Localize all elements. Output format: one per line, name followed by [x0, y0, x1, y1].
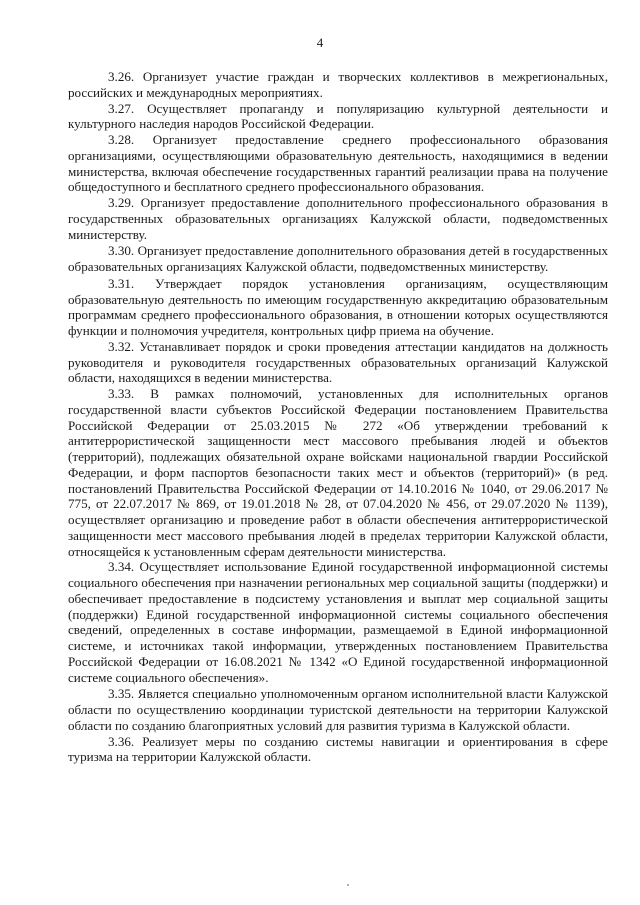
paragraph-3-32: 3.32. Устанавливает порядок и сроки проведения аттестации кандидатов на должность руководителя и руководителя государственных образовательных организаций Калужской области, находящихся в ведении министерства.: [68, 338, 608, 386]
paragraph-3-35: 3.35. Является специально уполномоченным органом исполнительной власти Калужской области по осуществлению координации туристской деятельности на территории Калужской области по созданию благоприятных условий для развития туризма в Калужской области.: [68, 686, 608, 733]
paragraph-3-26: 3.26. Организует участие граждан и творческих коллективов в межрегиональных, российских и международных мероприятиях.: [68, 69, 608, 100]
paragraph-3-33: 3.33. В рамках полномочий, установленных для исполнительных органов государственной власти субъектов Российской Федерации постановлением Правительства Российской Федерации от 25.03.2015 № 272 «Об утверждении требований к антитеррористической защищенности мест массового пребывания людей и объектов (территорий), подлежащих обязательной охране войсками национальной гвардии Российской Федерации, и форм паспортов безопасности таких мест и объектов (территорий)» (в ред. постановлений Правительства Российской Федерации от 14.10.2016 № 1040, от 29.06.2017 № 775, от 22.07.2017 № 869, от 19.01.2018 № 28, от 07.04.2020 № 456, от 29.07.2020 № 1139), осуществляет организацию и проведение работ в области обеспечения антитеррористической защищенности мест массового пребывания людей в пределах территории Калужской области, относящейся к установленным сферам деятельности министерства.: [68, 386, 608, 559]
document-body: [68, 69, 608, 765]
scan-speck: [347, 884, 349, 886]
paragraph-3-29: 3.29. Организует предоставление дополнительного профессионального образования в государственных образовательных организациях Калужской области, подведомственных министерству.: [68, 195, 608, 242]
paragraph-3-31: 3.31. Утверждает порядок установления организациям, осуществляющим образовательную деятельность по имеющим государственную аккредитацию образовательным программам среднего профессионального образования, в отношении которых осуществляются функции и полномочия учредителя, контрольных цифр приема на обучение.: [68, 275, 608, 338]
page-number: 4: [316, 35, 324, 50]
paragraph-3-36: 3.36. Реализует меры по созданию системы навигации и ориентирования в сфере туризма на территории Калужской области.: [68, 733, 608, 765]
paragraph-3-34: 3.34. Осуществляет использование Единой государственной информационной системы социального обеспечения при назначении региональных мер социальной защиты (поддержки) и обеспечивает предоставление в подсистему установления и выплат мер социальной защиты (поддержки) Единой государственной информационной системы социального обеспечения сведений, определенных в составе информации, размещаемой в Единой информационной системе, и источниках такой информации, утвержденных постановлением Правительства Российской Федерации от 16.08.2021 № 1342 «О Единой государственной информационной системе социального обеспечения».: [68, 559, 608, 685]
paragraph-3-27: 3.27. Осуществляет пропаганду и популяризацию культурной деятельности и культурного наследия народов Российской Федерации.: [68, 100, 608, 132]
paragraph-3-28: 3.28. Организует предоставление среднего профессионального образования организациями, осуществляющими образовательную деятельность, находящимися в ведении министерства, включая обеспечение государственных гарантий реализации права на получение общедоступного и бесплатного среднего профессионального образования.: [68, 132, 608, 195]
paragraph-3-30: 3.30. Организует предоставление дополнительного образования детей в государственных образовательных организациях Калужской области, подведомственных министерству.: [68, 243, 608, 274]
